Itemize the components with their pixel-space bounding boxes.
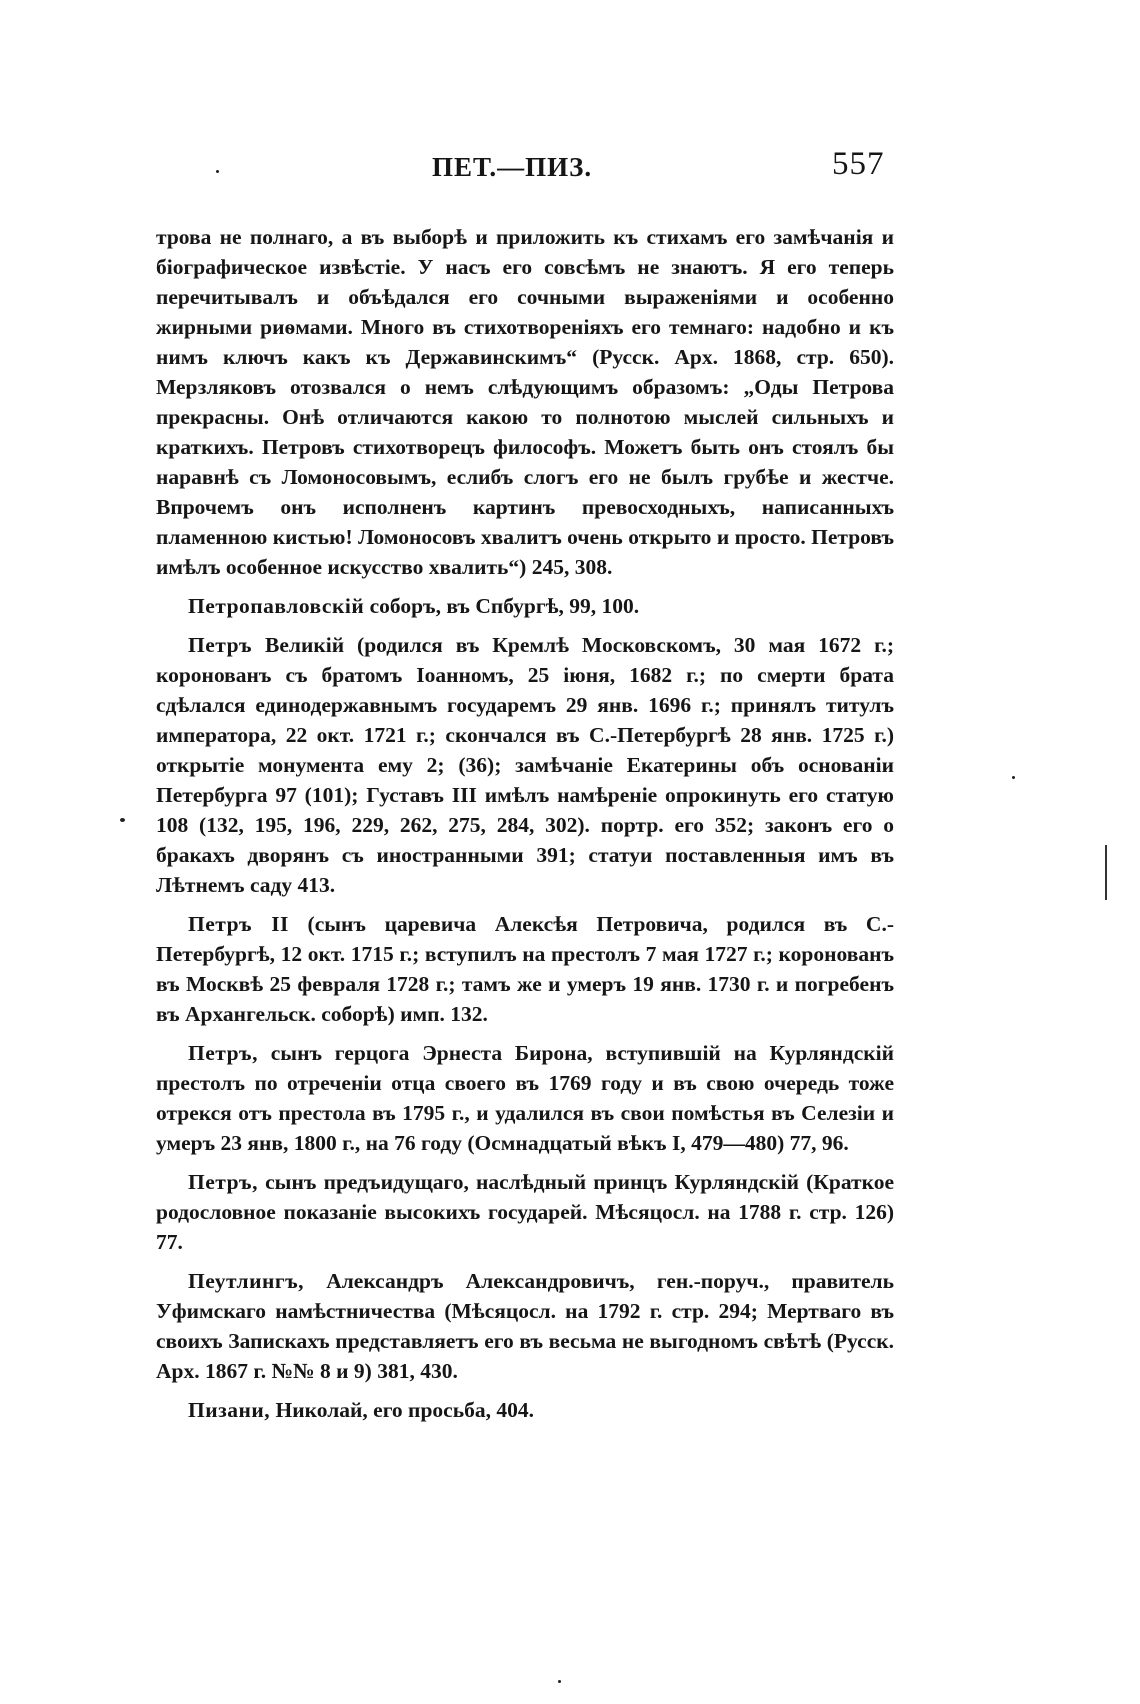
scan-line [1105, 845, 1107, 900]
entry-text: соборъ, въ Спбургѣ, 99, 100. [364, 594, 640, 618]
index-entry [156, 1167, 894, 1257]
entry-text: Великій (родился въ Кремлѣ Московскомъ, 30 мая 1672 г.; коронованъ съ братомъ Іоанномъ, 25 іюня, 1682 г.; по смерти брата сдѣлался единодержавнымъ государемъ 29 янв. 1696 г.; принялъ титулъ императора, 22 окт. 1721 г.; скончался въ С.-Петербургѣ 28 янв. 1725 г.) открытіе монумента ему 2; (36); замѣчаніе Екатерины объ основаніи Петербурга 97 (101); Густавъ III имѣлъ намѣреніе опрокинуть его статую 108 (132, 195, 196, 229, 262, 275, 284, 302). портр. его 352; законъ его о бракахъ дворянъ съ иностранными 391; статуи поставленныя имъ въ Лѣтнемъ саду 413. [156, 633, 894, 897]
entry-headword: Петръ, [188, 1041, 258, 1065]
index-entry [156, 1038, 894, 1158]
entry-headword: Пеутлингъ, [188, 1269, 305, 1293]
entry-headword: Петръ [188, 633, 253, 657]
entry-text: (сынъ царевича Алексѣя Петровича, родился въ С.-Петербургѣ, 12 окт. 1715 г.; вступилъ на престолъ 7 мая 1727 г.; коронованъ въ Москвѣ 25 февраля 1728 г.; тамъ же и умеръ 19 янв. 1730 г. и погребенъ въ Архангельск. соборѣ) имп. 132. [156, 912, 894, 1026]
index-entry [156, 909, 894, 1029]
index-entry [156, 1266, 894, 1386]
index-text [156, 222, 894, 1434]
scan-speck [1012, 776, 1015, 779]
entry-headword: Петропавловскій [188, 594, 365, 618]
entry-text: трова не полнаго, а въ выборѣ и приложить къ стихамъ его замѣчанія и біографическое извѣстіе. У насъ его совсѣмъ не знаютъ. Я его теперь перечитывалъ и объѣдался его сочными выраженіями и особенно жирными риѳмами. Много въ стихотвореніяхъ его темнаго: надобно и къ нимъ ключъ какъ къ Державинскимъ“ (Русск. Арх. 1868, стр. 650). Мерзляковъ отозвался о немъ слѣдующимъ образомъ: „Оды Петрова прекрасны. Онѣ отличаются какою то полнотою мыслей сильныхъ и краткихъ. Петровъ стихотворецъ философъ. Можетъ быть онъ стоялъ бы наравнѣ съ Ломоносовымъ, еслибъ слогъ его не былъ грубѣе и жестче. Впрочемъ онъ исполненъ картинъ превосходныхъ, написанныхъ пламенною кистью! Ломоносовъ хвалитъ очень открыто и просто. Петровъ имѣлъ особенное искусство хвалить“) 245, 308. [156, 225, 894, 579]
entry-text: сынъ предъидущаго, наслѣдный принцъ Курляндскій (Краткое родословное показаніе высокихъ государей. Мѣсяцосл. на 1788 г. стр. 126) 77. [156, 1170, 894, 1254]
page-header [0, 146, 1140, 192]
index-entry [156, 591, 894, 621]
index-entry [156, 630, 894, 900]
running-head: ПЕТ.—ПИЗ. [432, 152, 593, 182]
scan-speck [120, 818, 125, 822]
entry-continuation [156, 222, 894, 582]
entry-headword: Пизани, [188, 1398, 271, 1422]
scan-speck [216, 170, 219, 173]
entry-text: Александръ Александровичъ, ген.-поруч., правитель Уфимскаго намѣстничества (Мѣсяцосл. на 1792 г. стр. 294; Мертваго въ своихъ Запискахъ представляетъ его въ весьма не выгодномъ свѣтѣ (Русск. Арх. 1867 г. №№ 8 и 9) 381, 430. [156, 1269, 894, 1383]
entry-headword: Петръ, [188, 1170, 258, 1194]
scan-speck [558, 1680, 561, 1683]
entry-text: сынъ герцога Эрнеста Бирона, вступившій на Курляндскій престолъ по отреченіи отца своего въ 1769 году и въ свою очередь тоже отрекся отъ престола въ 1795 г., и удалился въ свои помѣстья въ Селезіи и умеръ 23 янв, 1800 г., на 76 году (Осмнадцатый вѣкъ I, 479—480) 77, 96. [156, 1041, 894, 1155]
page-number: 557 [832, 146, 885, 182]
entry-text: Николай, его просьба, 404. [270, 1398, 534, 1422]
index-entry [156, 1395, 894, 1425]
entry-headword: Петръ II [188, 912, 289, 936]
